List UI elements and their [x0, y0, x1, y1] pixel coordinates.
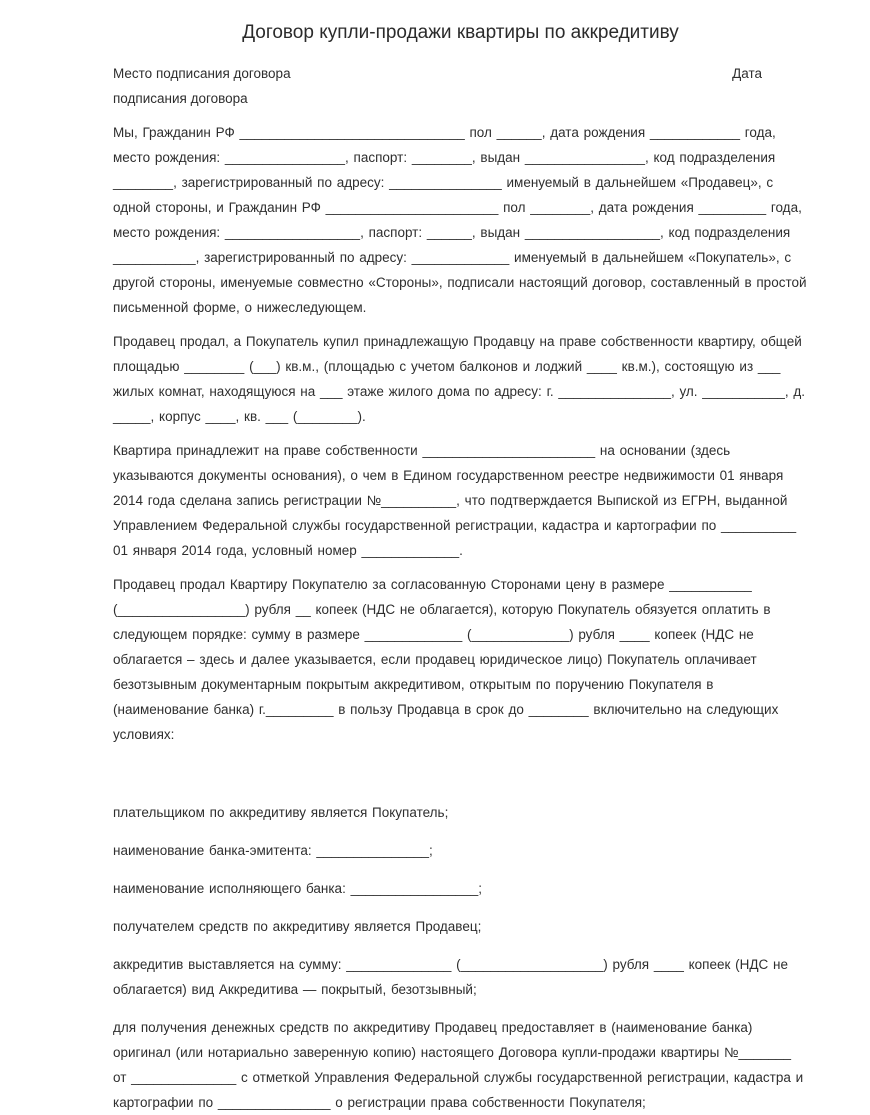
signing-meta-row [113, 61, 808, 86]
condition-credit-amount: аккредитив выставляется на сумму: ______________ (___________________) рубля ____ копеек (НДС не облагается) вид Аккредитива — покрытый, безотзывный; [113, 957, 789, 997]
condition-documents: для получения денежных средств по аккредитиву Продавец предоставляет в (наименование банка) оригинал (или нотариально заверенную копию) настоящего Договора купли-продажи квартиры №_______ от ______________ с отметкой Управления Федеральной службы государственной регистрации, кадастра и картографии по _______________ о регистрации права собственности Покупателя; [113, 1020, 804, 1110]
signing-date-label: Дата [732, 66, 762, 81]
condition-issuer-bank: наименование банка-эмитента: _______________; [113, 843, 433, 858]
condition-executing-bank: наименование исполняющего банка: _________________; [113, 881, 482, 896]
paragraph-ownership-basis: Квартира принадлежит на праве собственности _______________________ на основании (здесь указываются документы основания), о чем в Едином государственном реестре недвижимости 01 января 2014 года сделана запись регистрации №__________, что подтверждается Выпиской из ЕГРН, выданной Управлением Федеральной службы государственной регистрации, кадастра и картографии по __________ 01 января 2014 года, условный номер _____________. [113, 443, 797, 558]
paragraph-price-payment: Продавец продал Квартиру Покупателю за согласованную Сторонами цену в размере ___________ (_________________) рубля __ копеек (НДС не облагается), которую Покупатель обязуется оплатить в следующем порядке: сумму в размере _____________ (_____________) рубля ____ копеек (НДС не облагается – здесь и далее указывается, если продавец юридическое лицо) Покупатель оплачивает безотзывным документарным покрытым аккредитивом, открытым по поручению Покупателя в (наименование банка) г._________ в пользу Продавца в срок до ________ включительно на следующих условиях: [113, 577, 779, 742]
document-title: Договор купли-продажи квартиры по аккредитиву [242, 22, 679, 43]
signing-date-label-wrap: подписания договора [113, 91, 248, 106]
document-body [113, 120, 808, 1115]
signing-meta-block [113, 61, 808, 111]
paragraph-apartment-description: Продавец продал, а Покупатель купил принадлежащую Продавцу на праве собственности квартиру, общей площадью ________ (___) кв.м., (площадью с учетом балконов и лоджий ____ кв.м.), состоящую из ___ жилых комнат, находящуюся на ___ этаже жилого дома по адресу: г. _______________, ул. ___________, д. _____, корпус ____, кв. ___ (________). [113, 334, 806, 424]
paragraph-parties: Мы, Гражданин РФ ______________________________ пол ______, дата рождения ____________ года, место рождения: ________________, паспорт: ________, выдан ________________, код подразделения ________, зарегистрированный по адресу: _______________ именуемый в дальнейшем «Продавец», с одной стороны, и Гражданин РФ _______________________ пол ________, дата рождения _________ года, место рождения: __________________, паспорт: ______, выдан __________________, код подразделения ___________, зарегистрированный по адресу: _____________ именуемый в дальнейшем «Покупатель», с другой стороны, именуемые совместно «Стороны», подписали настоящий договор, составленный в простой письменной форме, о нижеследующем. [113, 125, 807, 315]
signing-place-label: Место подписания договора [113, 66, 291, 81]
condition-beneficiary: получателем средств по аккредитиву является Продавец; [113, 919, 482, 934]
condition-payer: плательщиком по аккредитиву является Покупатель; [113, 805, 449, 820]
